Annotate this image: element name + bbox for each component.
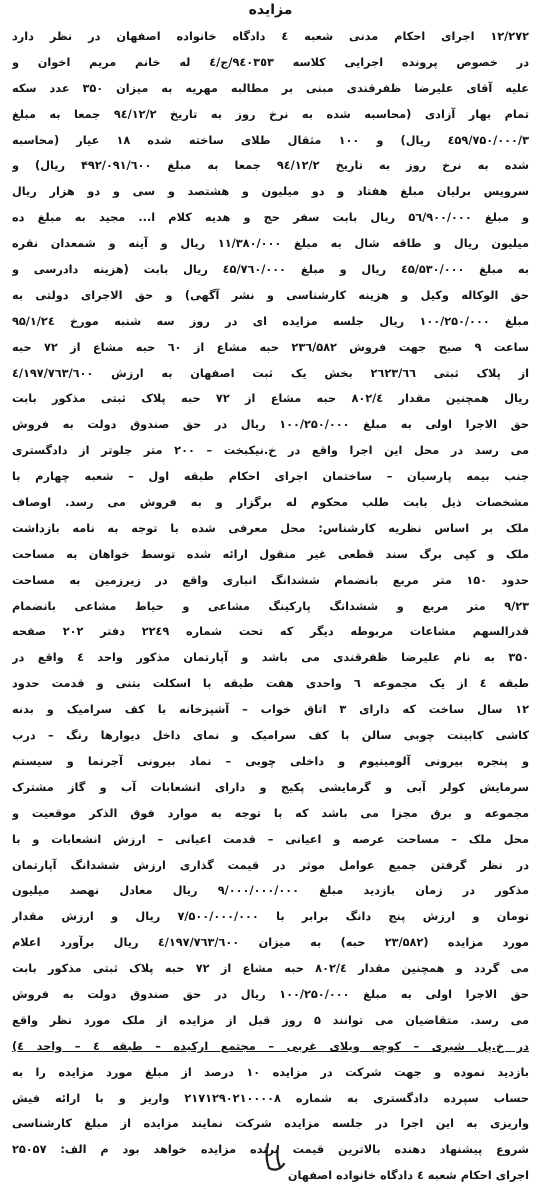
notice-line: سرویس برلیان مبلغ هفتاد و دو میلیون و هشتصد و سی و دو هزار ریال	[12, 185, 529, 199]
notice-line: شروع پیشنهاد دهنده بالاترین قیمت برنده مزایده خواهد بود م الف: ۲۵۰۵۷	[12, 1143, 529, 1157]
notice-line: ۱۲ سال ساخت که دارای ۳ اتاق خواب – آشپزخانه با کف سرامیک و بدنه	[12, 703, 529, 717]
notice-line: ملک بر اساس نظریه کارشناس: محل معرفی شده با توجه به نامه بازداشت	[12, 521, 529, 535]
notice-line: قدرالسهم مشاعات مربوطه دیگر که تحت شماره ۲۲٤۹ دفتر ۲۰۲ صفحه	[12, 625, 529, 639]
notice-line: ملک و کپی برگ سند قطعی غیر منقول ارائه شده توسط خواهان به مساحت	[12, 547, 529, 561]
notice-line: تمام بهار آزادی (محاسبه شده به نرخ روز به تاریخ ۹٤/۱۲/۲ جمعا به مبلغ	[12, 107, 529, 121]
notice-line: ۳۵۰ به نام علیرضا ظفرقندی می باشد و آپارتمان مذکور واحد ٤ واقع در	[12, 651, 529, 665]
notice-line: کاشی کابینت چوبی سالن با کف سرامیک و نمای داخل دیوارها رنگ – درب	[12, 729, 529, 743]
notice-line: واریزی به این اجرا در جلسه مزایده شرکت نمایند مزایده از مبلغ کارشناسی	[12, 1117, 529, 1131]
notice-line: ۱۲/۲۷۲ اجرای احکام مدنی شعبه ٤ دادگاه خانواده اصفهان در نظر دارد	[12, 30, 529, 43]
notice-line: طبقه ٤ از یک مجموعه ٦ واحدی هفت طبقه با اسکلت بتنی و قدمت حدود	[12, 677, 529, 691]
notice-line: ریال همچنین مقدار ۸۰۲/٤ حبه مشاع از ۷۲ حبه پلاک ثبتی مذکور بابت	[12, 392, 529, 406]
notice-line: مجموعه و برق مجزا می باشد که با توجه به موارد فوق الذکر موقعیت و	[12, 806, 529, 820]
notice-line: و مبلغ ۵٦/۹۰۰/۰۰۰ ریال بابت سفر حج و هدیه کلام ا... مجید به مبلغ ده	[12, 211, 529, 225]
notice-line: در خصوص پرونده اجرایی کلاسه ۹٤٠٣٥٣/ج/٤ له خانم مریم اخوان و	[12, 55, 529, 69]
notice-line: مذکور در زمان بازدید مبلغ ۹/۰۰۰/۰۰۰/۰۰۰ ریال معادل نهصد میلیون	[12, 884, 529, 898]
notice-line: ساعت ۹ صبح جهت فروش ۲۳٦/۵۸۲ حبه مشاع از ٦۰ حبه مشاع از ۷۲ حبه	[12, 340, 529, 354]
notice-line: از پلاک ثبتی ۲٦۲۳/٦٦ بخش یک ثبت اصفهان به ارزش ٤/۱۹۷/۷٦۳/٦۰۰	[12, 366, 529, 380]
handwritten-mark	[262, 1140, 290, 1174]
notice-line: حق الاجرا اولی به مبلغ ۱۰۰/۲۵۰/۰۰۰ ریال در حق صندوق دولت به فروش	[12, 418, 529, 432]
notice-line: ۹/۲۳ متر مربع و ششدانگ پارکینگ مشاعی و حیاط مشاعی بانضمام	[12, 599, 529, 613]
notice-line: ۳/٤۵۹/۷۵۰/۰۰۰ ریال) و ۱۰۰ مثقال طلای ساخته شده ۱۸ عیار (محاسبه	[12, 133, 529, 147]
notice-line: اجرای احکام شعبه ٤ دادگاه خانواده اصفهان	[287, 1169, 529, 1183]
notice-line: حق الاجرا اولی به مبلغ ۱۰۰/۲۵۰/۰۰۰ ریال در حق صندوق دولت به فروش	[12, 987, 529, 1001]
notice-line: حدود ۱۵۰ متر مربع بانضمام ششدانگ انباری واقع در زیرزمین به مساحت	[12, 573, 529, 587]
notice-line: در نظر گرفتن جمیع عوامل موثر در قیمت گذاری ارزش ششدانگ آپارتمان	[12, 858, 529, 872]
notice-line: می رسد در محل این اجرا واقع در خ.نیکبخت – ۲۰۰ متر جلوتر از دادگستری	[12, 444, 529, 458]
notice-title: مزایده	[248, 2, 293, 18]
notice-line: سرمایش کولر آبی و گرمایشی پکیج و دارای انشعابات آب و گاز مشترک	[12, 780, 529, 794]
notice-line: مورد مزایده (۲۳/۵۸۲ حبه) به میزان ٤/۱۹۷/۷٦۳/٦۰۰ ریال برآورد اعلام	[12, 936, 529, 950]
notice-line: میلیون ریال و طاقه شال به مبلغ ۱۱/۳۸۰/۰۰۰ ریال و آینه و شمعدان نقره	[12, 237, 529, 251]
notice-line: حساب سپرده دادگستری به شماره ۲۱۷۱۲۹۰۲۱۰۰۰۰۸ واریز و با ارائه فیش	[12, 1091, 529, 1105]
notice-line: می رسد. متقاضیان می توانند ۵ روز قبل از مزایده از ملک مورد نظر واقع	[12, 1013, 529, 1027]
notice-line: و پنجره بیرونی آلومینیوم و داخلی چوبی – نماد بیرونی آجرنما و سیستم	[12, 754, 529, 768]
notice-line: مبلغ ۱۰۰/۲۵۰/۰۰۰ ریال جلسه مزایده ای در روز سه شنبه مورخ ۹۵/۱/۲٤	[12, 314, 529, 328]
notice-line: می گردد و همچنین مقدار ۸۰۲/٤ حبه مشاع از ۷۲ حبه پلاک ثبتی مذکور بابت	[12, 962, 529, 976]
notice-line: شده به نرخ روز به تاریخ ۹٤/۱۲/۲ جمعا به مبلغ ۴۹۲/۰۹۱/٦۰۰ ریال) و	[12, 159, 529, 173]
notice-line: حق الوکاله وکیل و هزینه کارشناسی و نشر آگهی) و حق الاجرای دولتی به	[12, 288, 529, 302]
notice-line: تومان و ارزش پنج دانگ برابر با ۷/۵۰۰/۰۰۰/۰۰۰ ریال و ارزش مقدار	[12, 910, 529, 924]
notice-line: محل ملک – مساحت عرصه و اعیانی – قدمت اعیانی – ارزش انشعابات و با	[12, 832, 529, 846]
notice-line: علیه آقای علیرضا ظفرقندی مبنی بر مطالبه مهریه به میزان ۳۵۰ عدد سکه	[12, 81, 529, 95]
notice-line: جنب بیمه پارسیان – ساختمان اجرای احکام طبقه اول – شعبه چهارم با	[12, 470, 529, 484]
notice-line: به مبلغ ٤۵/۵۳۰/۰۰۰ ریال و مبلغ ٤۵/۷٦۰/۰۰۰ ریال بابت (هزینه دادرسی و	[12, 263, 529, 277]
notice-line: در خ.پل شیری – کوچه ویلای غربی – مجتمع ارکیده – طبقه ٤ – واحد ٤)	[12, 1039, 529, 1053]
notice-body	[12, 24, 529, 1186]
notice-line: بازدید نموده و جهت شرکت در مزایده ۱۰ درصد از مبلغ مورد مزایده را به	[12, 1065, 529, 1079]
notice-line: مشخصات ذیل بابت طلب محکوم له برگزار و به فروش می رسد. اوصاف	[12, 496, 529, 510]
